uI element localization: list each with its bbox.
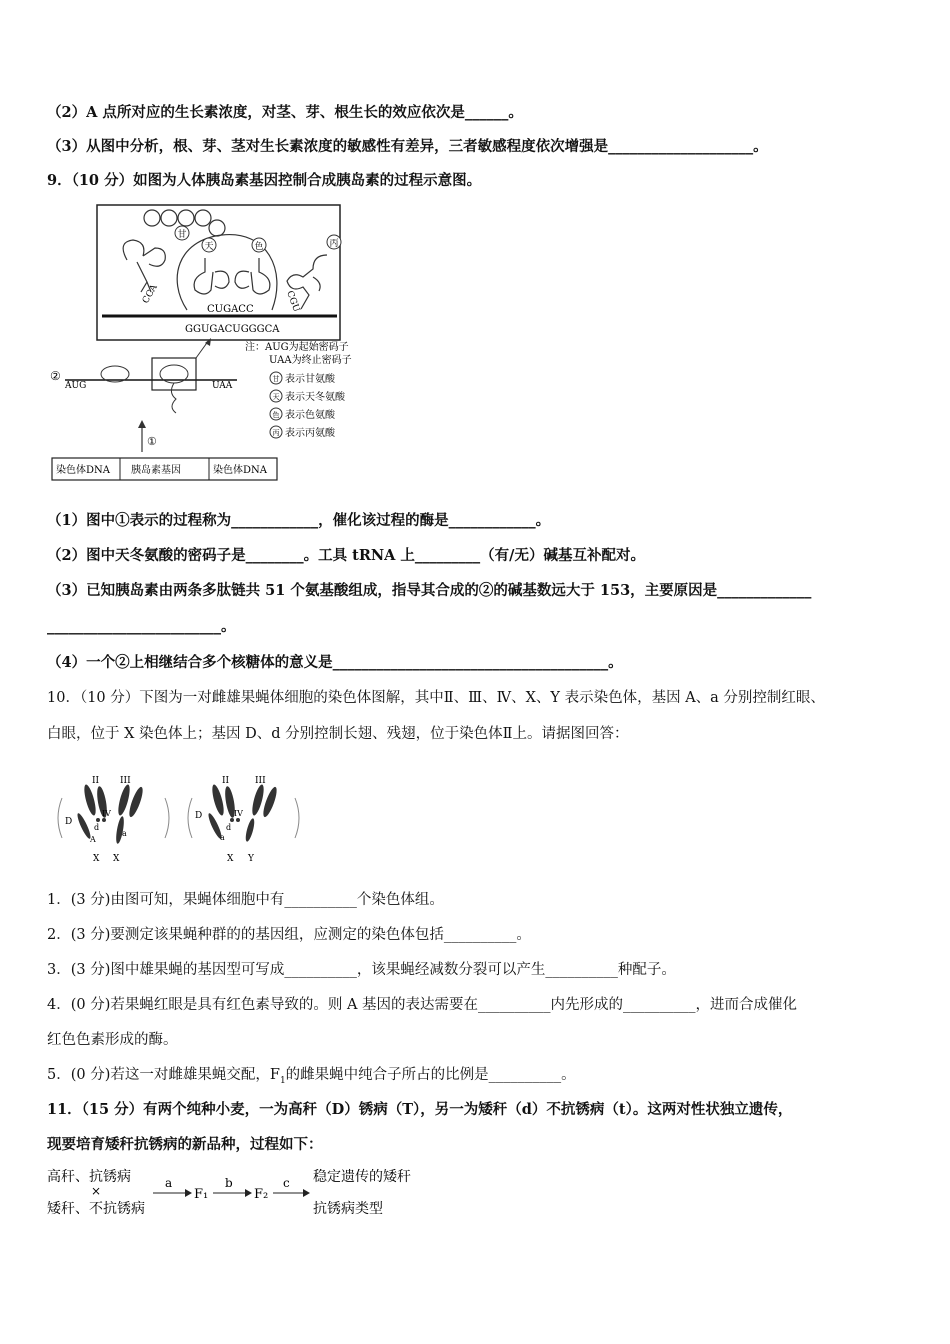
female-karyotype [58, 776, 169, 864]
result-2: 抗锈病类型 [313, 1201, 383, 1217]
aa3-label: 色 [254, 242, 264, 252]
legend-icon-2: 天 [272, 393, 280, 401]
legend-2: 表示天冬氨酸 [285, 392, 345, 403]
m-label-D: D [195, 811, 203, 821]
f-label-III: III [120, 776, 131, 786]
f-label-II: II [92, 776, 100, 786]
note-2: UAA为终止密码子 [269, 355, 352, 366]
anticodon-left: CCA [140, 282, 160, 306]
aa1-label: 甘 [177, 230, 187, 240]
q8-part3: （3）从图中分析，根、芽、茎对生长素浓度的敏感性有差异，三者敏感程度依次增强是____________________。 [47, 138, 768, 155]
q10-sub4a: 4．(0 分)若果蝇红眼是具有红色素导致的。则 A 基因的表达需要在__________内先形成的__________，进而合成催化 [47, 997, 798, 1013]
label-aug: AUG [65, 381, 87, 391]
cross-symbol: × [91, 1184, 102, 1198]
q10-stem-2: 白眼，位于 X 染色体上；基因 D、d 分别控制长翅、残翅，位于染色体Ⅱ上。请据图回答： [47, 726, 629, 742]
male-karyotype [188, 776, 299, 864]
q8-part2: （2）A 点所对应的生长素浓度，对茎、芽、根生长的效应依次是______。 [47, 104, 523, 121]
step-b: b [225, 1176, 233, 1190]
m-label-III: III [255, 776, 266, 786]
f-label-D: D [65, 817, 73, 827]
f-label-X2: X [113, 854, 120, 864]
m-label-d: d [226, 823, 232, 832]
legend-icon-1: 甘 [272, 375, 280, 383]
f1-label: F₁ [194, 1187, 209, 1202]
parent-1: 高秆、抗锈病 [47, 1169, 131, 1185]
result-1: 稳定遗传的矮秆 [313, 1169, 411, 1185]
q9-part3a: （3）已知胰岛素由两条多肽链共 51 个氨基酸组成，指导其合成的②的碱基数远大于 153，主要原因是_____________ [47, 582, 812, 599]
q10-sub4b: 红色色素形成的酶。 [47, 1032, 178, 1048]
translation-diagram [47, 200, 367, 485]
q11-stem-2: 现要培育矮秆抗锈病的新品种，过程如下： [47, 1136, 323, 1153]
q10-sub5-pre: 5．(0 分)若这一对雌雄果蝇交配，F [47, 1067, 280, 1083]
m-label-IV: IV [234, 809, 243, 818]
label-2: ② [50, 369, 61, 383]
q10-sub5 [47, 1065, 910, 1091]
step-c: c [283, 1176, 290, 1190]
m-label-a: a [220, 833, 225, 842]
legend-3: 表示色氨酸 [285, 410, 335, 421]
m-label-Y: Y [248, 854, 254, 864]
f-label-a: a [122, 829, 127, 838]
m-label-II: II [222, 776, 230, 786]
dna-left: 染色体DNA [56, 465, 110, 476]
q10-sub3: 3．(3 分)图中雄果蝇的基因型可写成__________，该果蝇经减数分裂可以产生__________种配子。 [47, 962, 676, 978]
q9-stem-text: 9．（10 分）如图为人体胰岛素基因控制合成胰岛素的过程示意图。 [47, 172, 482, 189]
f-label-d: d [94, 823, 100, 832]
note-1: 注：AUG为起始密码子 [245, 342, 349, 353]
mrna-sequence: GGUGACUGGGCA [185, 324, 280, 335]
q9-part1: （1）图中①表示的过程称为____________，催化该过程的酶是____________。 [47, 512, 551, 529]
q9-part4: （4）一个②上相继结合多个核糖体的意义是______________________________________。 [47, 654, 623, 671]
m-label-X: X [227, 854, 234, 864]
legend-icon-3: 色 [272, 411, 280, 419]
label-uaa: UAA [212, 381, 233, 391]
f-label-IV: IV [102, 809, 111, 818]
f-label-X1: X [93, 854, 100, 864]
parent-2: 矮秆、不抗锈病 [47, 1201, 145, 1217]
breeding-flowchart [45, 1163, 445, 1223]
legend-1: 表示甘氨酸 [285, 374, 335, 385]
ribosome-frame [97, 205, 340, 340]
dna-right: 染色体DNA [213, 465, 267, 476]
q9-part2: （2）图中天冬氨酸的密码子是________。工具 tRNA 上_________（有/无）碱基互补配对。 [47, 547, 645, 564]
anticodon-right: CGU [284, 289, 301, 314]
q10-sub1: 1．(3 分)由图可知，果蝇体细胞中有__________个染色体组。 [47, 892, 444, 908]
q10-sub5-post: 的雌果蝇中纯合子所占的比例是__________。 [285, 1067, 576, 1083]
aa4-label: 丙 [329, 239, 339, 249]
legend-4: 表示丙氨酸 [285, 428, 335, 439]
f-label-A: A [90, 835, 96, 844]
q10-stem-1: 10．（10 分）下图为一对雌雄果蝇体细胞的染色体图解，其中Ⅱ、Ⅲ、Ⅳ、X、Y 表示染色体，基因 A、a 分别控制红眼、 [47, 690, 825, 706]
q10-sub5-subscript: 1 [279, 1075, 286, 1086]
label-1: ① [147, 435, 157, 448]
legend-icon-4: 丙 [272, 429, 280, 437]
q9-part3b: ________________________。 [47, 618, 236, 635]
f2-label: F₂ [254, 1187, 269, 1202]
aa2-label: 天 [204, 242, 214, 252]
anticodon-mid: CUGACC [207, 304, 254, 315]
q10-sub2: 2．(3 分)要测定该果蝇种群的的基因组，应测定的染色体包括__________。 [47, 927, 531, 943]
drosophila-chromosome-figure [50, 768, 310, 868]
step-a: a [165, 1176, 173, 1190]
q9-stem [47, 171, 910, 191]
q11-stem-1: 11．（15 分）有两个纯种小麦，一为高秆（D）锈病（T），另一为矮秆（d）不抗锈病（t）。这两对性状独立遗传， [47, 1101, 793, 1118]
dna-mid: 胰岛素基因 [131, 465, 181, 476]
